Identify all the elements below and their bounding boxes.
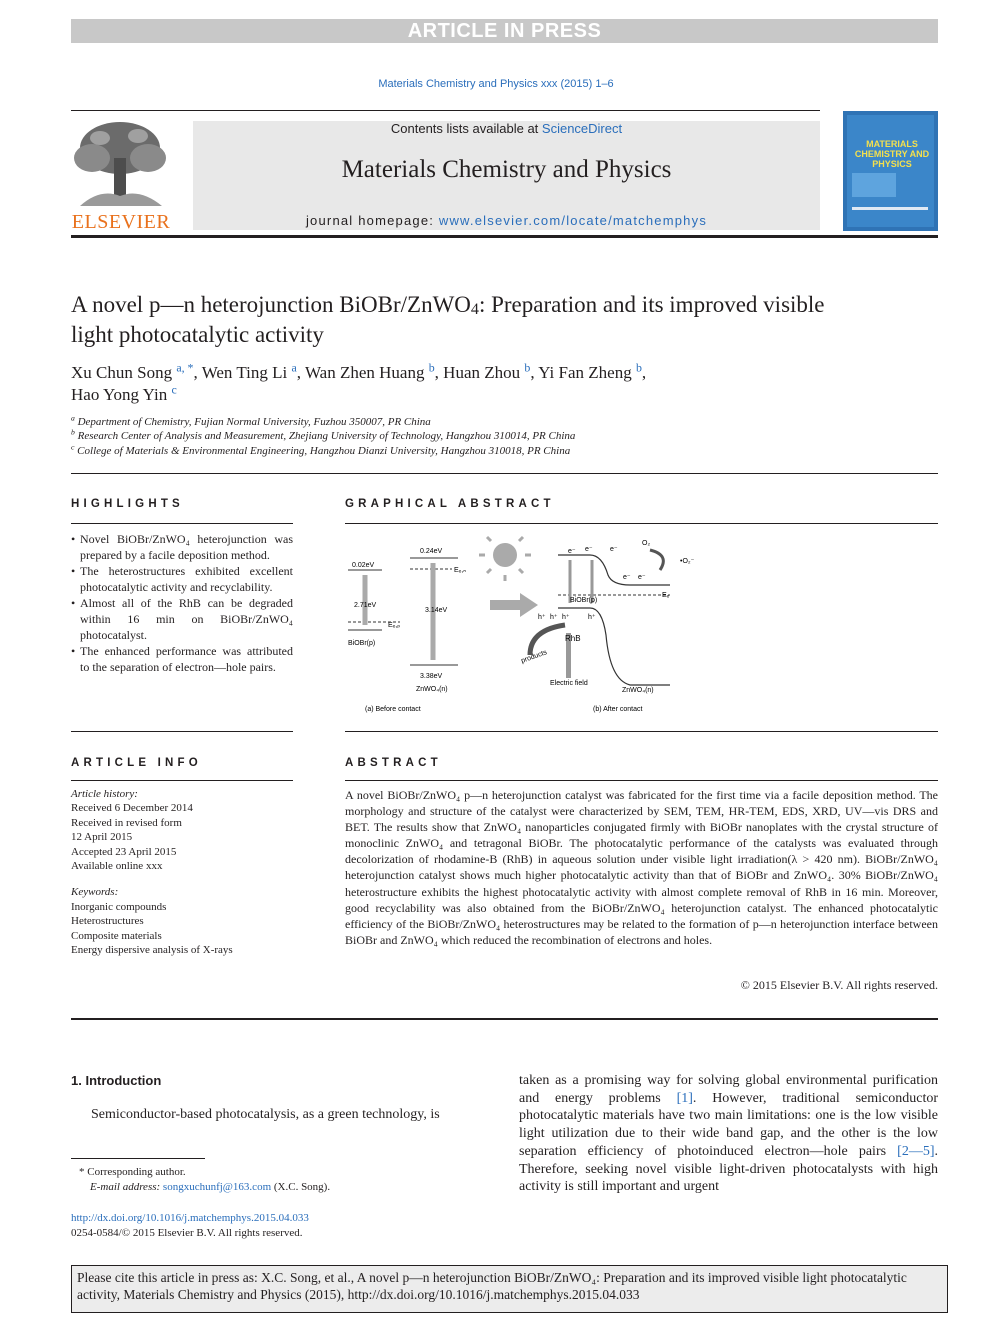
abstract-copyright: © 2015 Elsevier B.V. All rights reserved. (740, 978, 938, 992)
homepage-prefix: journal homepage: (305, 213, 439, 228)
keyword: Energy dispersive analysis of X-rays (71, 944, 233, 957)
keywords-label: Keywords: (71, 886, 119, 899)
footnote-rule (71, 1158, 205, 1159)
cover-stripe (852, 207, 928, 210)
history-item: Accepted 23 April 2015 (71, 845, 177, 858)
citation-box: Please cite this article in press as: X.C. Song, et al., A novel p—n heterojunction BiOBr/ZnWO₄: Preparation and its improved visible light photocatalytic activity, Materials Chemistry and Physics (2015), http://dx.doi.org/10.1016/j.matchemphys.2015.04.033 (71, 1265, 948, 1313)
affiliation: $^c$ College of Materials & Environmental Engineering, Hangzhou Dianzi University, Hangzhou 310018, PR China (71, 442, 571, 457)
doi-link[interactable]: http://dx.doi.org/10.1016/j.matchemphys.2015.04.033 (71, 1212, 309, 1224)
label-efp: Eₑ,ₚ (388, 622, 401, 629)
author[interactable]: Xu Chun Song $^{a, *}$ (71, 360, 194, 382)
introduction-paragraph-left: Semiconductor-based photocatalysis, as a green technology, is (91, 1107, 440, 1122)
contents-prefix: Contents lists available at (390, 121, 542, 136)
abstract-rule (345, 780, 938, 781)
cover-graphic (852, 173, 896, 197)
label-h1: h⁺ (538, 614, 546, 621)
label-ef: Eₑ (662, 592, 670, 599)
highlight-item: • Almost all of the RhB can be degraded within 16 min on BiOBr/ZnWO₄ photocatalyst. (71, 596, 293, 642)
history-item: Available online xxx (71, 860, 163, 873)
journal-title: Materials Chemistry and Physics (341, 156, 672, 183)
label-cb-znwo4: 0.24eV (420, 548, 443, 555)
label-vb-znwo4: 3.38eV (420, 673, 443, 680)
rule-under-abstract (71, 1018, 938, 1020)
author[interactable]: Hao Yong Yin $^c$ (71, 382, 177, 404)
title-subscript: 4 (470, 301, 479, 318)
vb-bent-band (558, 608, 670, 685)
doi-block (71, 1211, 491, 1241)
label-rhb: RhB (565, 634, 581, 643)
graphical-abstract-heading: GRAPHICAL ABSTRACT (345, 498, 555, 510)
label-znwo4-n-after: ZnWO₄(n) (622, 687, 654, 694)
highlight-item: • Novel BiOBr/ZnWO₄ heterojunction was prepared by a facile deposition method. (71, 532, 293, 562)
history-item: 12 April 2015 (71, 831, 133, 844)
label-e5: e⁻ (638, 574, 646, 581)
highlights-list (71, 531, 293, 675)
affiliation: $^a$ Department of Chemistry, Fujian Normal University, Fuzhou 350007, PR China (71, 413, 431, 428)
label-o2-radical: •O₂⁻ (680, 558, 695, 565)
rule-under-affiliations (71, 473, 938, 474)
abstract-heading: ABSTRACT (345, 757, 442, 769)
highlights-rule (71, 523, 293, 524)
introduction-heading: 1. Introduction (71, 1073, 162, 1088)
sun-icon (479, 535, 531, 581)
transition-arrow-icon (490, 593, 538, 617)
label-biobr-p: BiOBr(p) (348, 640, 376, 647)
elsevier-logo[interactable] (70, 118, 172, 233)
keyword: Inorganic compounds (71, 900, 167, 913)
label-e1: e⁻ (568, 548, 576, 555)
sciencedirect-link[interactable]: ScienceDirect (541, 121, 623, 136)
label-znwo4-n: ZnWO₄(n) (416, 686, 448, 693)
homepage-line (193, 213, 820, 228)
label-e2: e⁻ (585, 546, 593, 553)
article-info-rule (71, 780, 293, 781)
cover-title: MATERIALS CHEMISTRY AND PHYSICS (854, 139, 930, 169)
degradation-arrow-icon (530, 625, 565, 655)
label-before-contact: (a) Before contact (365, 706, 421, 713)
footnote (71, 1165, 491, 1195)
contents-line (193, 121, 820, 136)
article-info (71, 787, 293, 957)
history-item: Received in revised form (71, 816, 182, 829)
highlights-rule-bottom (71, 731, 293, 732)
highlight-item: • The heterostructures exhibited excellent photocatalytic activity and recyclability. (71, 564, 293, 594)
title-part-2: : Preparation and its improved visible light photocatalytic activity (71, 292, 825, 347)
label-cb-biobr: 0.02eV (352, 562, 375, 569)
reference-link[interactable]: [1] (676, 1090, 693, 1106)
abstract-text: A novel BiOBr/ZnWO₄ p—n heterojunction catalyst was fabricated for the first time via a facile deposition method. The morphology and structure of the catalyst were characterized by SEM, TEM, HR-TEM, EDS, XRD, UV—vis DRS and BET. The results show that ZnWO₄ nanoparticles conjugated firmly with BiOBr nanoplates with the crystal structure of monoclinic ZnWO₄ and tetragonal BiOBr. The photocatalytic performance of the catalysts was evaluated through decolorization of rhodamine-B (RhB) in aqueous solution under visible light irradiation(λ > 420 nm). BiOBr/ZnWO₄ heterojunction catalyst shows much higher photocatalytic activity than that of BiOBr and ZnWO₄. 30% BiOBr/ZnWO₄ heterostructure exhibits the highest photocatalytic activity with almost complete removal of RhB in 16 min. Moreover, good recyclability was also obtained from the BiOBr/ZnWO₄ heterojunction catalyst. The enhanced photocatalytic efficiency of the BiOBr/ZnWO₄ heterostructures may be related to the formation of p—n heterojunction interface between BiOBr and ZnWO₄ which reduced the recombination of electrons and holes. (345, 788, 938, 947)
title-part-1: A novel p—n heterojunction BiOBr/ZnWO (71, 292, 471, 317)
cover-panel (847, 115, 934, 227)
author[interactable]: Wan Zhen Huang $^b$ (304, 360, 435, 382)
graphical-abstract-rule (345, 523, 938, 524)
label-electric-field: Electric field (550, 680, 588, 687)
journal-cover-image[interactable] (843, 111, 938, 231)
header-rule-bottom (71, 235, 938, 238)
label-h4: h⁺ (588, 614, 596, 621)
author[interactable]: Wen Ting Li $^a$ (201, 360, 297, 382)
affiliation: $^b$ Research Center of Analysis and Measurement, Zhejiang University of Technology, Hangzhou 310014, PR China (71, 427, 576, 442)
homepage-link[interactable]: www.elsevier.com/locate/matchemphys (438, 213, 708, 228)
article-title (71, 290, 871, 350)
author[interactable]: Huan Zhou $^b$ (443, 360, 531, 382)
highlights-heading: HIGHLIGHTS (71, 498, 184, 510)
graphical-abstract-rule-bottom (345, 731, 938, 732)
oxygen-arrow-icon (650, 550, 663, 570)
reference-link[interactable]: [2—5] (897, 1143, 935, 1159)
label-h2: h⁺ (550, 614, 558, 621)
email-note: E-mail address: songxuchunfj@163.com (X.C. Song). (90, 1181, 331, 1193)
history-label: Article history: (71, 788, 138, 800)
label-o2: O₂ (642, 540, 651, 547)
header-rule-top (71, 110, 820, 111)
label-after-contact: (b) After contact (593, 706, 643, 713)
keyword: Heterostructures (71, 915, 144, 928)
graphical-abstract-figure[interactable] (340, 535, 720, 720)
highlight-item: • The enhanced performance was attributed to the separation of electron—hole pairs. (71, 644, 293, 674)
cb-bent-band (558, 555, 670, 585)
history-item: Received 6 December 2014 (71, 802, 193, 815)
label-gap-znwo4: 3.14eV (425, 607, 448, 614)
label-gap-biobr: 2.71eV (354, 602, 377, 609)
issn-line: 0254-0584/© 2015 Elsevier B.V. All rights reserved. (71, 1227, 303, 1239)
label-biobr-p-after: BiOBr(p) (570, 597, 598, 604)
author-list: Xu Chun Song $^{a, *}$, Wen Ting Li $^a$, Wan Zhen Huang $^b$, Huan Zhou $^b$, Yi Fan Zheng $^b$, Hao Yong Yin $^c$ (71, 360, 647, 404)
email-link[interactable]: songxuchunfj@163.com (162, 1181, 272, 1193)
journal-reference-link[interactable]: Materials Chemistry and Physics xxx (2015) 1–6 (378, 78, 614, 90)
label-e3: e⁻ (610, 546, 618, 553)
label-products: products (520, 649, 548, 665)
introduction-paragraph-right: taken as a promising way for solving global environmental purification and energy problems [1]. However, traditional semiconductor photocatalytic materials have two main limitations: one is the low visible light utilization due to their wide band gap, and the other is the low separation efficiency of photoinduced electron—hole pairs [2—5]. Therefore, seeking novel visible light-driven photocatalysts with high activity is still important and urgent (519, 1073, 938, 1195)
author[interactable]: Yi Fan Zheng $^b$ (538, 360, 642, 382)
label-efn: Eₑ,ₙ (454, 567, 467, 574)
label-h3: h⁺ (562, 614, 570, 621)
corresponding-author-note: * Corresponding author. (79, 1166, 186, 1178)
article-info-heading: ARTICLE INFO (71, 757, 202, 769)
label-e4: e⁻ (623, 574, 631, 581)
keyword: Composite materials (71, 929, 162, 942)
article-in-press-banner: ARTICLE IN PRESS (71, 19, 938, 43)
publisher-name: ELSEVIER (71, 211, 171, 233)
